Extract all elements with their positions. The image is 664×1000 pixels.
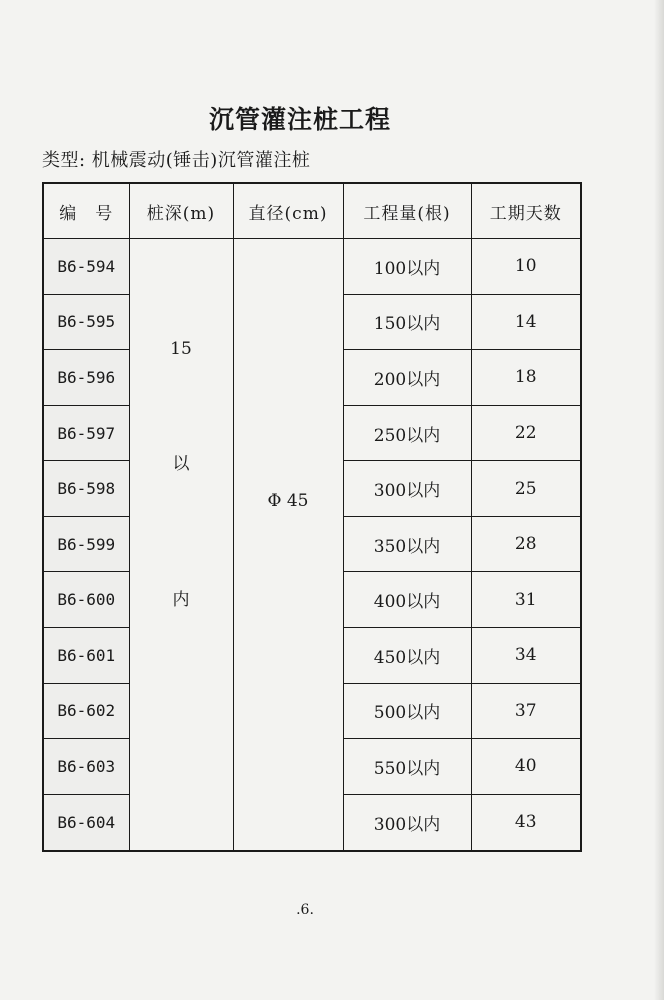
page-number: .6. <box>296 902 314 918</box>
row-days: 43 <box>471 794 581 851</box>
depth-cell <box>129 239 233 852</box>
row-days: 28 <box>471 516 581 572</box>
row-quantity: 300以内 <box>343 794 471 851</box>
row-quantity: 400以内 <box>343 572 471 628</box>
pile-schedule-table <box>42 182 582 852</box>
row-code: B6-598 <box>43 461 129 517</box>
table-row <box>43 239 581 295</box>
table-header-row <box>43 183 581 239</box>
header-depth: 桩深(m) <box>129 183 233 239</box>
row-code: B6-604 <box>43 794 129 851</box>
header-diameter: 直径(cm) <box>233 183 343 239</box>
row-quantity: 300以内 <box>343 461 471 517</box>
row-quantity: 500以内 <box>343 683 471 739</box>
header-quantity: 工程量(根) <box>343 183 471 239</box>
row-code: B6-595 <box>43 294 129 350</box>
row-days: 14 <box>471 294 581 350</box>
row-quantity: 350以内 <box>343 516 471 572</box>
depth-text-nei: 内 <box>172 589 190 610</box>
row-quantity: 200以内 <box>343 350 471 406</box>
depth-text-yi: 以 <box>172 453 190 474</box>
row-quantity: 100以内 <box>343 239 471 295</box>
row-quantity: 450以内 <box>343 628 471 684</box>
row-code: B6-596 <box>43 350 129 406</box>
row-code: B6-600 <box>43 572 129 628</box>
row-days: 10 <box>471 239 581 295</box>
row-code: B6-599 <box>43 516 129 572</box>
row-code: B6-597 <box>43 405 129 461</box>
row-code: B6-602 <box>43 683 129 739</box>
row-code: B6-594 <box>43 239 129 295</box>
diameter-value: Φ 45 <box>267 490 309 511</box>
row-code: B6-601 <box>43 628 129 684</box>
row-days: 31 <box>471 572 581 628</box>
row-quantity: 150以内 <box>343 294 471 350</box>
row-days: 40 <box>471 739 581 795</box>
row-days: 18 <box>471 350 581 406</box>
row-days: 34 <box>471 628 581 684</box>
type-subtitle: 类型: 机械震动(锤击)沉管灌注桩 <box>42 150 311 171</box>
header-days: 工期天数 <box>471 183 581 239</box>
row-days: 37 <box>471 683 581 739</box>
depth-value: 15 <box>170 338 192 359</box>
page-title: 沉管灌注桩工程 <box>208 105 391 134</box>
diameter-cell <box>233 239 343 852</box>
page-edge <box>654 0 664 1000</box>
row-code: B6-603 <box>43 739 129 795</box>
row-days: 25 <box>471 461 581 517</box>
row-quantity: 250以内 <box>343 405 471 461</box>
row-quantity: 550以内 <box>343 739 471 795</box>
header-code: 编 号 <box>43 183 129 239</box>
row-days: 22 <box>471 405 581 461</box>
